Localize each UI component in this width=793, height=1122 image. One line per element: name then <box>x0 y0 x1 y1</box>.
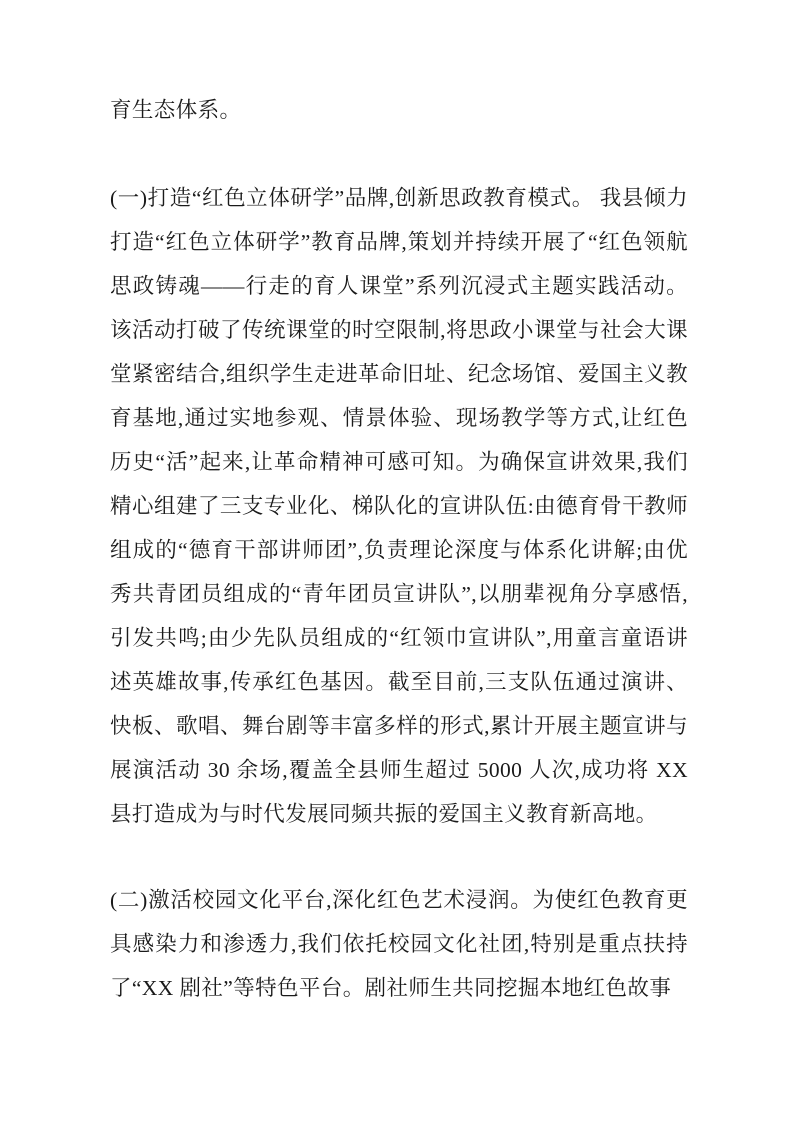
document-body <box>110 88 688 1010</box>
paragraph-spacer <box>110 132 688 176</box>
paragraph-1: 育生态体系。 <box>110 98 242 122</box>
paragraph-2: (一)打造“红色立体研学”品牌,创新思政教育模式。 我县倾力打造“红色立体研学”教育品牌,策划并持续开展了“红色领航思政铸魂——行走的育人课堂”系列沉浸式主题实践活动。该活动打破了传统课堂的时空限制,将思政小课堂与社会大课堂紧密结合,组织学生走进革命旧址、纪念场馆、爱国主义教育基地,通过实地参观、情景体验、现场教学等方式,让红色历史“活”起来,让革命精神可感可知。为确保宣讲效果,我们精心组建了三支专业化、梯队化的宣讲队伍:由德育骨干教师组成的“德育干部讲师团”,负责理论深度与体系化讲解;由优秀共青团员组成的“青年团员宣讲队”,以朋辈视角分享感悟,引发共鸣;由少先队员组成的“红领巾宣讲队”,用童言童语讲述英雄故事,传承红色基因。截至目前,三支队伍通过演讲、快板、歌唱、舞台剧等丰富多样的形式,累计开展主题宣讲与展演活动 30 余场,覆盖全县师生超过 5000 人次,成功将 XX 县打造成为与时代发展同频共振的爱国主义教育新高地。 <box>110 186 688 826</box>
paragraph-spacer <box>110 836 688 878</box>
paragraph-3: (二)激活校园文化平台,深化红色艺术浸润。为使红色教育更具感染力和渗透力,我们依托校园文化社团,特别是重点扶持了“XX 剧社”等特色平台。剧社师生共同挖掘本地红色故事 <box>110 888 688 1000</box>
